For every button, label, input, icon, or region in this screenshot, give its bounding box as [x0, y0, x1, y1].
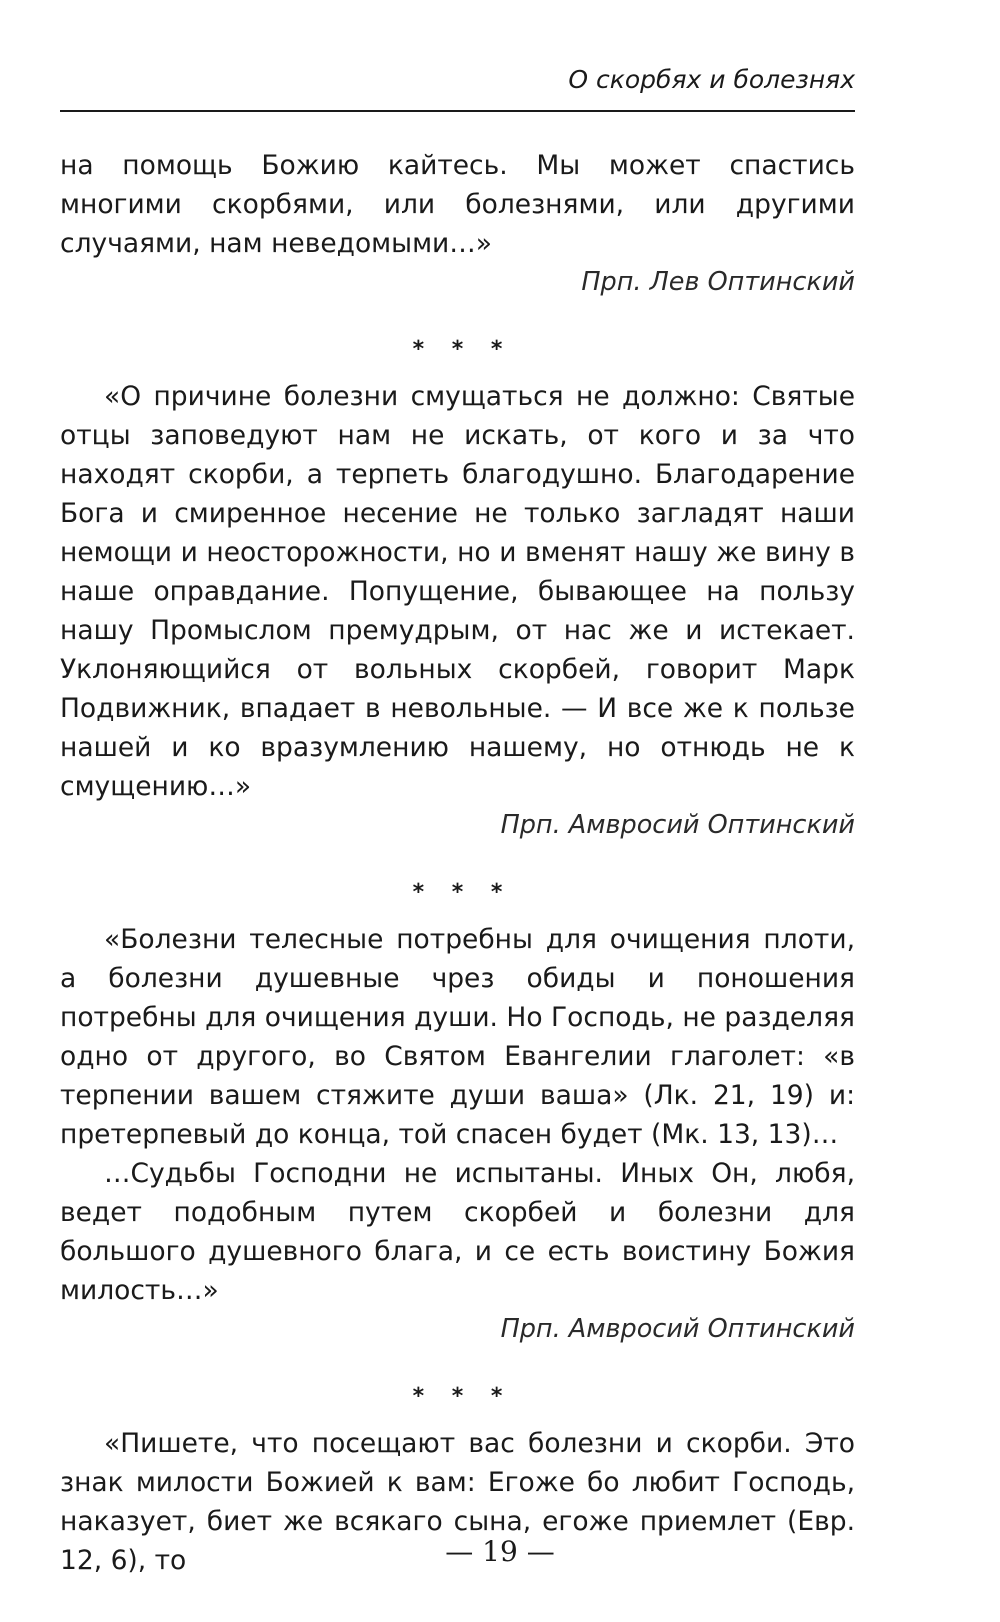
quote-attribution: Прп. Амвросий Оптинский: [500, 810, 855, 840]
quote-attribution: Прп. Амвросий Оптинский: [500, 1314, 855, 1344]
paragraph-continuation: на помощь Божию кайтесь. Мы может спастись многими скорбями, или болезнями, или другими случаями, нам неведомыми…»: [60, 150, 855, 259]
quote-paragraph: …Судьбы Господни не испытаны. Иных Он, любя, ведет подобным путем скорбей и болезни для большого душевного блага, и се есть воистину Божия милость…»: [60, 1158, 855, 1306]
section-separator: * * *: [412, 880, 513, 905]
quote-paragraph: «Пишете, что посещают вас болезни и скорби. Это знак милости Божией к вам: Егоже бо любит Господь, наказует, биет же всякаго сына, егоже приемлет (Евр. 12, 6), то: [60, 1428, 855, 1576]
running-header: О скорбях и болезнях: [60, 60, 855, 112]
quote-paragraph: «О причине болезни смущаться не должно: Святые отцы заповедуют нам не искать, от кого и за что находят скорби, а терпеть благодушно. Благодарение Бога и смиренное несение не только загладят наши немощи и неосторожности, но и вменят нашу же вину в наше оправдание. Попущение, бывающее на пользу нашу Промыслом премудрым, от нас же и истекает. Уклоняющийся от вольных скорбей, говорит Марк Подвижник, впадает в невольные. — И все же к пользе нашей и ко вразумлению нашему, но отнюдь не к смущению…»: [60, 381, 855, 802]
page-number: — 19 —: [445, 1535, 555, 1568]
quote-paragraph: «Болезни телесные потребны для очищения плоти, а болезни душевные чрез обиды и поношения потребны для очищения души. Но Господь, не разделяя одно от другого, во Святом Евангелии глаголет: «в терпении вашем стяжите души ваша» (Лк. 21, 19) и: претерпевый до конца, той спасен будет (Мк. 13, 13)…: [60, 924, 855, 1150]
quote-attribution: Прп. Лев Оптинский: [581, 267, 855, 297]
page-body: [60, 146, 855, 1580]
section-separator: * * *: [412, 1384, 513, 1409]
section-separator: * * *: [412, 337, 513, 362]
